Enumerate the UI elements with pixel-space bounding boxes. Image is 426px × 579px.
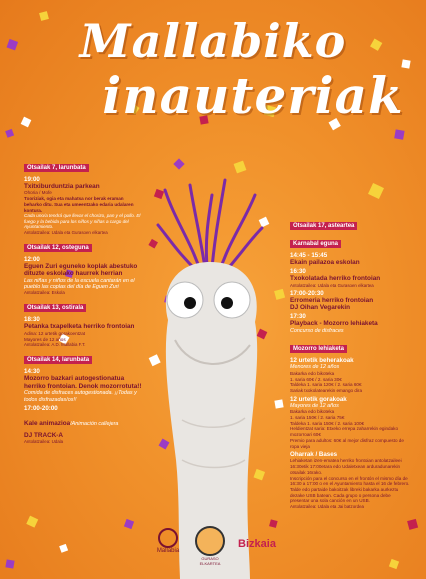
contest-block bbox=[290, 337, 410, 509]
puppet-feathers bbox=[158, 180, 262, 272]
day-header: Otsailak 17, asteartea bbox=[290, 222, 357, 230]
event-time: 17:00-20:30 bbox=[290, 289, 324, 297]
event-details: Txoriziak, ogia eta mahatsa nor berak eraman beharko ditu. Sua eta umeentzako edaria udalaren kontura. bbox=[24, 196, 134, 213]
event-title: Petanka txapelketa herriko frontoian bbox=[24, 323, 135, 331]
day-header: Otsailak 12, osteguna bbox=[24, 244, 92, 252]
event-note: Comida de disfraces autogestionada. ¡¡Todas y todos disfrazadas/os!! bbox=[24, 390, 137, 403]
event-note: Cada uno/a tendrá que llevar el chorizo, pan y el pollo. El fuego y la bebida para los niños y niñas a cargo del Ayuntamiento. bbox=[24, 213, 141, 230]
event-title: Ekain pailazoa eskolan bbox=[290, 259, 360, 266]
day-header: Otsailak 13, ostirala bbox=[24, 304, 86, 312]
event-label: Ohoria / Mofe bbox=[24, 190, 52, 196]
event-title: Txitxiburduntzia parkean bbox=[24, 183, 100, 190]
event-time: 18:30 bbox=[24, 316, 40, 324]
day-block bbox=[24, 296, 142, 347]
event-title: Erromeria herriko frontoian bbox=[290, 296, 374, 304]
event-note: Concurso de disfraces bbox=[290, 327, 344, 334]
event-title: Playback - Mozorro lehiaketa bbox=[290, 320, 378, 328]
event-time: 16:30 bbox=[290, 268, 306, 276]
day-block bbox=[24, 348, 142, 444]
contest-prizes: Bakarka edo bikoteka 1. saria 60€ / 2. saria 30€ Taldeka 1. saria 120€ / 2. saria 60€ Sariak txokolatearekin emango dira bbox=[290, 370, 363, 393]
mallabia-logo-text: Mallabia bbox=[156, 548, 180, 554]
contest-category: 12 urtetik gorakoak bbox=[290, 395, 347, 403]
day-header: Otsailak 7, larunbata bbox=[24, 164, 89, 172]
contest-rules: Lehiaketan izen-ematea herriko frontoian antolatzaileei 16:30etik 17:00etara edo Udaletxean arduradunarekin otsailak 16rako. Inscripción para el concurso en el frontón el mismo día de 16:30 a 17:00 o en el Ayuntamiento hasta el 16 de febrero. Talde edo partaide bakoitzak libreki bakarka aurkeztu dezake USB batean. Cada grupo o persona debe presentar una sola canción en un USB. bbox=[290, 458, 410, 504]
bizkaia-logo-text: Bizkaia bbox=[238, 538, 276, 550]
mallabia-logo bbox=[148, 528, 188, 554]
day-subheader: Karnabal eguna bbox=[290, 240, 341, 248]
event-organizer: Antolatzailea: Udala eta Gurasoen elkartea bbox=[24, 229, 108, 235]
event-time: 14:45 - 15:45 bbox=[290, 252, 328, 259]
title-line-1: Mallabiko bbox=[79, 14, 347, 68]
event-organizer: Antolatzailea: Udala eta Jai batzordea bbox=[290, 504, 364, 510]
left-schedule bbox=[24, 156, 142, 445]
event-time: 14:30 bbox=[24, 368, 40, 376]
contest-header: Mozorro lehiaketa bbox=[290, 345, 347, 353]
event-title: DJ Oihan Vegarekin bbox=[290, 304, 351, 312]
event-note: /Animación callejera bbox=[70, 421, 119, 427]
event-time: 17:00-20:00 bbox=[24, 405, 58, 412]
guraso-elkartea-logo-text: GURASO ELKARTEA bbox=[199, 556, 221, 566]
title-line-2: inauteriak bbox=[102, 66, 404, 125]
contest-rules-title: Oharrak / Bases bbox=[290, 451, 338, 459]
event-time: 17:30 bbox=[290, 313, 306, 321]
event-time: 19:00 bbox=[24, 176, 40, 183]
right-schedule bbox=[290, 214, 410, 510]
event-time: 12:00 bbox=[24, 255, 40, 263]
day-block bbox=[290, 214, 410, 334]
event-organizer: Antolatzailea: Udala eta Gurasoen elkartea bbox=[290, 282, 374, 288]
day-block bbox=[24, 156, 142, 235]
event-organizer: Antolatzailea: A.D. Mallabia F.T. bbox=[24, 342, 86, 348]
contest-category: 12 urtetik beherakoak bbox=[290, 357, 354, 365]
event-title: Txokolatada herriko frontoian bbox=[290, 275, 381, 283]
guraso-elkartea-logo bbox=[192, 526, 228, 566]
event-note: Las niñas y niños de la escuela cantarán en el pueblo las coplas del día de Eguen Zuri bbox=[24, 277, 135, 290]
bizkaia-logo bbox=[232, 538, 282, 550]
day-block bbox=[24, 236, 142, 296]
event-title: Eguen Zuri eguneko koplak abestuko dituzte eskolako haurrek herrian bbox=[24, 262, 138, 278]
event-title: Kale animazioa bbox=[24, 420, 71, 427]
event-organizer: Antolatzailea: Udala bbox=[24, 439, 64, 445]
event-note: Adina: 12 urtetik gorakoentzat Mayores de 12 años bbox=[24, 330, 86, 342]
event-title: Mozorro bazkari autogestionatua herriko frontoian. Denok mozorrotuta!! bbox=[24, 375, 142, 390]
contest-note: Mayores de 12 años bbox=[290, 402, 339, 409]
contest-note: Menores de 12 años bbox=[290, 364, 340, 371]
contest-prizes: Bakarka edo bikoteka 1. saria 150€ / 2. saria 75€ Taldeka 1. saria 150€ / 2. saria 100€ Heldientzat saria: Etxeko errepa zaharrekin egindako mozorroari 60€ Premio para adultos: 60€ al mejor disfraz compuesto de ropa vieja bbox=[290, 409, 404, 449]
event-organizer: Antolatzailea: Eskola bbox=[24, 290, 65, 296]
day-header: Otsailak 14, larunbata bbox=[24, 356, 92, 364]
event-title: DJ TRACK-A bbox=[24, 432, 64, 439]
